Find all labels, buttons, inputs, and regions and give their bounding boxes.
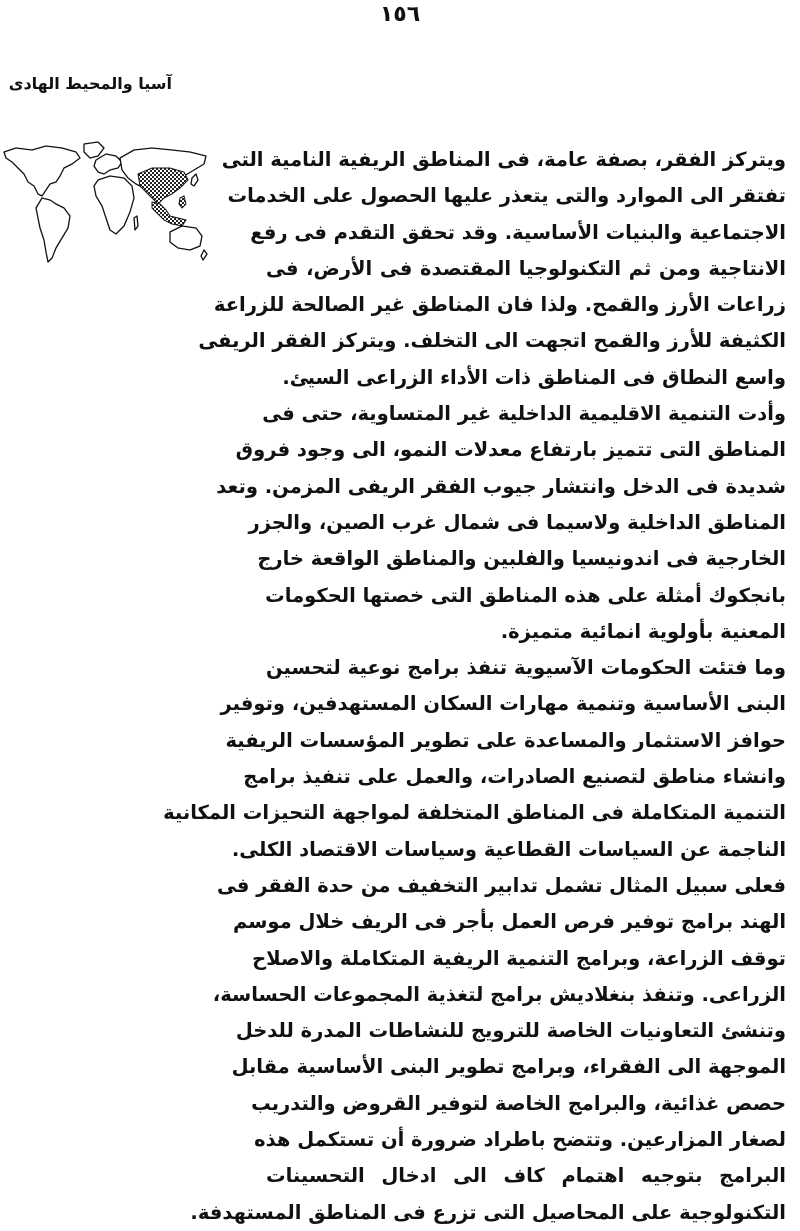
text-line: حوافز الاستثمار والمساعدة على تطوير المؤسسات الريفية	[225, 728, 786, 752]
text-line: زراعات الأرز والقمح. ولذا فان المناطق غير الصالحة للزراعة	[213, 293, 786, 317]
text-line: فعلى سبيل المثال تشمل تدابير التخفيف من حدة الفقر فى	[216, 873, 786, 897]
text-line: الموجهة الى الفقراء، وبرامج تطوير البنى الأساسية مقابل	[231, 1055, 786, 1079]
text-line: وما فتئت الحكومات الآسيوية تنفذ برامج نوعية لتحسين	[266, 656, 786, 680]
text-line: الانتاجية ومن ثم التكنولوجيا المقتصدة فى الأرض، فى	[266, 256, 786, 280]
text-line: الكثيفة للأرز والقمح اتجهت الى التخلف. ويتركز الفقر الريفى	[198, 329, 786, 353]
world-map-icon	[2, 138, 210, 270]
text-line: المناطق الداخلية ولاسيما فى شمال غرب الصين، والجزر	[248, 510, 786, 534]
text-line: الزراعى. وتنفذ بنغلاديش برامج لتغذية المجموعات الحساسة،	[212, 982, 786, 1006]
text-line: التكنولوجية على المحاصيل التى تزرع فى المناطق المستهدفة.	[190, 1200, 786, 1224]
running-head: آسيا والمحيط الهادى	[8, 74, 172, 93]
text-line: بانجكوك أمثلة على هذه المناطق التى خصتها الحكومات	[265, 583, 786, 607]
text-line: البرامج بتوجيه اهتمام كاف الى ادخال التحسينات	[266, 1164, 786, 1188]
text-line: تفتقر الى الموارد والتى يتعذر عليها الحصول على الخدمات	[227, 184, 786, 208]
text-line: وأدت التنمية الاقليمية الداخلية غير المتساوية، حتى فى	[262, 402, 786, 426]
text-line: لصغار المزارعين. وتتضح باطراد ضرورة أن تستكمل هذه	[254, 1128, 786, 1152]
text-line: البنى الأساسية وتنمية مهارات السكان المستهدفين، وتوفير	[220, 692, 786, 716]
text-line: وتنشئ التعاونيات الخاصة للترويج للنشاطات المدرة للدخل	[235, 1019, 786, 1043]
body-text	[163, 142, 786, 1231]
text-line: الاجتماعية والبنيات الأساسية. وقد تحقق التقدم فى رفع	[250, 220, 786, 244]
text-line: الهند برامج توفير فرص العمل بأجر فى الريف خلال موسم	[232, 910, 786, 934]
text-line: توقف الزراعة، وبرامج التنمية الريفية المتكاملة والاصلاح	[252, 946, 786, 970]
text-line: التنمية المتكاملة فى المناطق المتخلفة لمواجهة التحيزات المكانية	[163, 801, 786, 825]
text-line: المناطق التى تتميز بارتفاع معدلات النمو، الى وجود فروق	[235, 438, 786, 462]
text-line: حصص غذائية، والبرامج الخاصة لتوفير القروض والتدريب	[251, 1091, 786, 1115]
text-line: المعنية بأولوية انمائية متميزة.	[500, 619, 786, 643]
text-line: شديدة فى الدخل وانتشار جيوب الفقر الريفى المزمن. وتعد	[216, 474, 786, 498]
text-line: واسع النطاق فى المناطق ذات الأداء الزراعى السيئ.	[282, 365, 786, 389]
text-line: الناجمة عن السياسات القطاعية وسياسات الاقتصاد الكلى.	[231, 837, 786, 861]
page-number: ١٥٦	[379, 2, 421, 27]
text-line: ويتركز الفقر، بصفة عامة، فى المناطق الريفية النامية التى	[221, 148, 786, 171]
text-line: وانشاء مناطق لتصنيع الصادرات، والعمل على تنفيذ برامج	[243, 765, 786, 789]
text-line: الخارجية فى اندونيسيا والفلبين والمناطق الواقعة خارج	[257, 547, 786, 571]
